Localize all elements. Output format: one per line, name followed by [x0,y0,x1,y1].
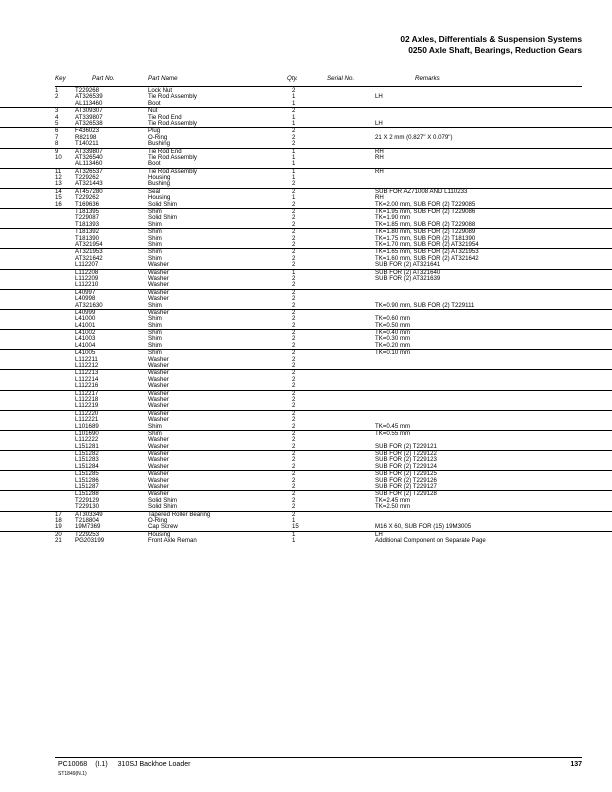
row-qty: 2 [292,483,296,491]
row-part-name: Washer [148,490,169,498]
row-qty: 2 [292,295,296,303]
row-key: 19 [55,523,62,531]
row-qty: 1 [292,113,296,121]
row-part-no: L40998 [75,295,96,303]
row-part-no: L151285 [75,470,99,478]
row-key: 14 [55,187,62,195]
row-qty: 1 [292,174,296,182]
row-part-name: Washer [148,416,169,424]
row-part-no: T229262 [75,194,100,202]
row-part-name: Washer [148,409,169,417]
row-part-name: Tie Rod End [148,147,182,155]
row-part-name: Washer [148,355,169,363]
row-remarks: TK=0.40 mm [375,329,411,337]
row-qty: 1 [292,167,296,175]
row-remarks: TK=2.00 mm, SUB FOR (2) T229085 [375,200,476,208]
row-remarks: TK=0.60 mm [375,315,411,323]
row-remarks: LH [375,93,383,101]
row-remarks: Additional Component on Separate Page [375,537,486,545]
row-part-name: Washer [148,274,169,282]
row-part-no: AT457280 [75,187,103,195]
row-part-no: T140211 [75,140,99,148]
row-part-name: Shim [148,234,162,242]
row-part-name: O-Ring [148,133,168,141]
row-key: 8 [55,140,59,148]
row-qty: 2 [292,281,296,289]
row-key: 21 [55,537,62,545]
row-part-no: L112214 [75,375,99,383]
row-part-no: AL113460 [75,160,103,168]
row-part-name: Lock Nut [148,87,173,94]
row-part-no: L112221 [75,416,99,424]
row-key: 12 [55,174,62,182]
row-part-no: R82198 [75,133,97,141]
row-remarks: TK=0.10 mm [375,349,411,357]
row-part-no: T229268 [75,87,100,94]
row-remarks: TK=1.70 mm, SUB FOR (2) AT321954 [375,240,479,248]
row-part-no: L151287 [75,483,99,491]
row-part-no: L101690 [75,429,99,437]
row-key: 11 [55,167,62,175]
row-remarks: SUB FOR (2) T229126 [375,476,437,484]
row-remarks: SUB FOR (2) AT321639 [375,274,441,282]
row-qty: 2 [292,214,296,222]
row-part-name: Tie Rod Assembly [148,119,197,127]
col-serial-header: Serial No. [327,75,355,82]
row-part-no: T181392 [75,228,100,236]
row-qty: 2 [292,248,296,256]
row-qty: 2 [292,389,296,397]
col-remarks-header: Remarks [415,75,440,82]
row-key: 16 [55,200,62,208]
row-qty: 2 [292,402,296,410]
row-qty: 2 [292,450,296,458]
row-qty: 2 [292,429,296,437]
row-part-name: Tie Rod End [148,113,182,121]
footer-pc: PC10068 [58,761,88,768]
row-part-no: AT321443 [75,180,103,188]
row-part-no: T169636 [75,200,100,208]
row-remarks: TK=0.45 mm [375,422,411,430]
row-remarks: TK=2.45 mm [375,496,411,504]
row-part-name: Washer [148,281,169,289]
row-part-name: Shim [148,228,162,236]
row-remarks: TK=2.50 mm [375,503,411,511]
row-part-name: Housing [148,194,171,202]
row-qty: 2 [292,442,296,450]
row-remarks: TK=1.90 mm [375,214,411,222]
section-title: 02 Axles, Differentials & Suspension Systems [400,34,582,44]
row-part-name: Front Axle Reman [148,537,197,545]
row-key: 4 [55,113,59,121]
row-part-name: Washer [148,308,169,316]
row-key: 7 [55,133,59,141]
row-part-no: L112211 [75,355,98,363]
row-qty: 2 [292,355,296,363]
row-qty: 1 [292,537,296,545]
row-part-name: Housing [148,530,171,538]
row-part-name: Shim [148,335,162,343]
row-part-no: L41005 [75,349,96,357]
row-part-no: L151281 [75,442,99,450]
row-key: 1 [55,87,59,94]
row-part-name: Tapered Roller Bearing [148,510,211,518]
row-part-no: L41000 [75,315,96,323]
row-part-no: T181390 [75,234,100,242]
row-part-no: AT303349 [75,510,103,518]
row-part-name: Shim [148,329,162,337]
row-part-no: L112213 [75,369,99,377]
row-qty: 2 [292,510,296,518]
row-remarks: SUB FOR (2) T229122 [375,450,437,458]
row-qty: 2 [292,422,296,430]
row-remarks: TK=0.55 mm [375,429,411,437]
row-qty: 2 [292,274,296,282]
row-qty: 2 [292,490,296,498]
parts-table [0,88,612,545]
row-qty: 2 [292,208,296,216]
row-part-no: T181395 [75,208,100,216]
row-remarks: TK=1.65 mm, SUB FOR (2) AT321953 [375,248,479,256]
row-part-no: L112220 [75,409,99,417]
row-qty: 1 [292,147,296,155]
row-qty: 2 [292,470,296,478]
row-part-no: L112210 [75,281,99,289]
row-part-name: Washer [148,462,169,470]
row-qty: 2 [292,362,296,370]
row-part-name: Washer [148,442,169,450]
col-qty-header: Qty. [287,75,298,82]
row-part-no: L41003 [75,335,96,343]
row-qty: 2 [292,409,296,417]
row-part-name: Housing [148,174,171,182]
row-key: 5 [55,119,59,127]
row-part-no: L151288 [75,490,99,498]
row-qty: 1 [292,160,296,168]
row-part-name: Tie Rod Assembly [148,153,197,161]
row-part-name: Washer [148,382,169,390]
row-part-name: Washer [148,362,169,370]
row-remarks: RH [375,194,384,202]
row-part-no: PG203199 [75,537,105,545]
row-qty: 2 [292,308,296,316]
row-part-name: Washer [148,288,169,296]
row-remarks: TK=1.75 mm, SUB FOR (2) T181390 [375,234,476,242]
footer-rule [55,757,582,758]
row-remarks: TK=0.30 mm [375,335,411,343]
row-part-name: Washer [148,476,169,484]
row-qty: 2 [292,180,296,188]
row-qty: 2 [292,382,296,390]
row-qty: 2 [292,240,296,248]
row-part-name: Shim [148,240,162,248]
row-remarks: TK=0.50 mm [375,321,411,329]
row-part-name: Solid Shim [148,200,178,208]
row-key: 10 [55,153,62,161]
row-key: 9 [55,147,59,155]
row-part-no: T229130 [75,503,100,511]
row-part-name: Washer [148,395,169,403]
row-remarks: SUB FOR (2) T229128 [375,490,437,498]
row-part-name: Plug [148,127,161,135]
row-part-no: AT339807 [75,113,103,121]
row-part-name: Cap Screw [148,523,178,531]
row-part-no: L40997 [75,288,96,296]
row-qty: 2 [292,462,296,470]
row-qty: 2 [292,140,296,148]
row-qty: 2 [292,133,296,141]
row-qty: 2 [292,301,296,309]
row-qty: 2 [292,254,296,262]
row-part-name: Tie Rod Assembly [148,167,197,175]
row-part-no: AT326538 [75,119,103,127]
row-remarks: SUB FOR (2) T229127 [375,483,437,491]
row-part-name: Shim [148,321,162,329]
row-remarks: TK=1.60 mm, SUB FOR (2) AT321642 [375,254,479,262]
row-remarks: RH [375,153,384,161]
row-qty: 2 [292,288,296,296]
row-qty: 2 [292,476,296,484]
row-part-no: AT321642 [75,254,103,262]
row-part-no: AL113460 [75,99,103,107]
row-remarks: SUB FOR (2) T229124 [375,462,437,470]
row-part-no: L151282 [75,450,99,458]
row-remarks: TK=1.95 mm, SUB FOR (2) T229086 [375,208,476,216]
row-part-no: L112208 [75,268,99,276]
row-part-no: L112209 [75,274,99,282]
row-part-name: Washer [148,261,169,269]
footer-model-name: 310SJ Backhoe Loader [117,761,191,768]
row-part-no: AT339807 [75,147,103,155]
row-qty: 2 [292,329,296,337]
row-part-no: L41004 [75,341,96,349]
row-remarks: RH [375,147,384,155]
row-part-name: Shim [148,220,162,228]
row-part-name: O-Ring [148,517,168,524]
footer-model [58,760,190,769]
row-part-name: Washer [148,483,169,491]
row-qty: 2 [292,503,296,511]
row-remarks: TK=0.90 mm, SUB FOR (2) T229111 [375,301,475,309]
row-key: 18 [55,517,62,524]
row-part-no: 19M7369 [75,523,101,531]
row-key: 17 [55,510,62,518]
row-qty: 2 [292,107,296,115]
row-qty: 2 [292,321,296,329]
row-part-name: Washer [148,295,169,303]
row-qty: 1 [292,517,296,524]
row-part-no: T229262 [75,174,100,182]
row-part-no: AT321630 [75,301,103,309]
row-part-no: L151286 [75,476,99,484]
row-qty: 2 [292,187,296,195]
page-number: 137 [570,761,582,768]
row-part-name: Solid Shim [148,496,178,504]
row-part-no: L112207 [75,261,99,269]
row-part-name: Shim [148,341,162,349]
row-part-name: Bushing [148,180,171,188]
row-key: 20 [55,530,62,538]
row-remarks: TK=0.20 mm [375,341,411,349]
row-qty: 1 [292,153,296,161]
row-qty: 1 [292,194,296,202]
row-remarks: SUB FOR (2) AT321641 [375,261,441,269]
footer-ref: (I.1) [95,761,108,768]
row-part-name: Solid Shim [148,214,178,222]
row-part-no: F436023 [75,127,100,135]
row-remarks: SUB FOR (2) T229123 [375,456,437,464]
row-qty: 2 [292,341,296,349]
row-qty: 1 [292,119,296,127]
row-part-name: Shim [148,315,162,323]
row-part-no: L112212 [75,362,99,370]
row-remarks: M16 X 60, SUB FOR (15) 19M3005 [375,523,472,531]
row-remarks: 21 X 2 mm (0.827" X 0.079") [375,133,453,141]
row-qty: 2 [292,436,296,444]
row-part-name: Washer [148,470,169,478]
row-part-no: L40999 [75,308,96,316]
row-qty: 2 [292,87,296,94]
row-part-name: Washer [148,450,169,458]
row-qty: 1 [292,93,296,101]
row-key: 2 [55,93,59,101]
row-part-name: Shim [148,208,162,216]
row-part-no: T229129 [75,496,100,504]
row-part-name: Solid Shim [148,503,178,511]
row-qty: 2 [292,261,296,269]
row-part-no: T229087 [75,214,100,222]
row-part-no: L112217 [75,389,99,397]
row-qty: 1 [292,530,296,538]
row-remarks: TK=1.80 mm, SUB FOR (2) T229089 [375,228,476,236]
row-remarks: SUB FOR (2) T229121 [375,442,437,450]
row-remarks: TK=1.85 mm, SUB FOR (2) T229088 [375,220,476,228]
row-qty: 2 [292,200,296,208]
row-qty: 2 [292,375,296,383]
row-part-no: L112216 [75,382,99,390]
row-part-name: Tie Rod Assembly [148,93,197,101]
subsection-title: 0250 Axle Shaft, Bearings, Reduction Gears [408,45,582,55]
row-part-no: T229253 [75,530,100,538]
row-qty: 2 [292,315,296,323]
row-part-no: L101689 [75,422,99,430]
row-qty: 15 [292,523,299,531]
row-part-no: AT321953 [75,248,103,256]
row-part-no: AT326537 [75,167,103,175]
row-part-name: Washer [148,456,169,464]
row-part-no: L41001 [75,321,96,329]
row-key: 6 [55,127,59,135]
row-key: 3 [55,107,59,115]
row-qty: 2 [292,496,296,504]
row-part-name: Washer [148,389,169,397]
row-qty: 2 [292,335,296,343]
row-part-no: AT321954 [75,240,103,248]
row-qty: 2 [292,127,296,135]
row-part-name: Shim [148,301,162,309]
row-qty: 2 [292,228,296,236]
row-remarks: SUB FOR (2) T229125 [375,470,437,478]
row-remarks: RH [375,167,384,175]
col-part-no-header: Part No. [92,75,115,82]
row-part-name: Washer [148,268,169,276]
footer-code: ST1849(N.1) [58,771,87,777]
row-part-no: AT326540 [75,153,103,161]
row-part-no: T181393 [75,220,100,228]
table-row [0,538,612,544]
row-part-name: Washer [148,375,169,383]
row-remarks: LH [375,119,383,127]
row-part-name: Seal [148,187,161,195]
row-remarks: SUB FOR (2) AT321640 [375,268,441,276]
row-qty: 2 [292,416,296,424]
row-part-no: L112222 [75,436,99,444]
row-qty: 1 [292,99,296,107]
row-qty: 2 [292,349,296,357]
row-remarks: LH [375,530,383,538]
row-qty: 2 [292,395,296,403]
row-part-no: AT309307 [75,107,103,115]
row-part-no: L112218 [75,395,99,403]
col-key-header: Key [55,75,66,82]
row-part-name: Shim [148,248,162,256]
row-key: 13 [55,180,62,188]
row-part-no: L151284 [75,462,99,470]
row-part-name: Boot [148,99,161,107]
row-qty: 2 [292,234,296,242]
row-part-name: Shim [148,429,162,437]
row-part-no: T218804 [75,517,100,524]
row-qty: 2 [292,369,296,377]
row-part-name: Shim [148,422,162,430]
row-qty: 2 [292,220,296,228]
col-part-name-header: Part Name [148,75,178,82]
row-part-no: L112219 [75,402,99,410]
row-remarks: SUB FOR AZ71008 AND L110233 [375,187,468,195]
row-part-no: L151283 [75,456,99,464]
row-part-name: Bushing [148,140,171,148]
row-part-name: Washer [148,436,169,444]
row-qty: 2 [292,456,296,464]
header-rule [55,86,582,87]
row-part-no: L41002 [75,329,96,337]
row-part-name: Nut [148,107,158,115]
row-part-name: Washer [148,369,169,377]
row-qty: 1 [292,268,296,276]
row-part-no: AT326539 [75,93,103,101]
row-part-name: Shim [148,349,162,357]
row-part-name: Boot [148,160,161,168]
row-part-name: Washer [148,402,169,410]
row-part-name: Shim [148,254,162,262]
row-key: 15 [55,194,62,202]
